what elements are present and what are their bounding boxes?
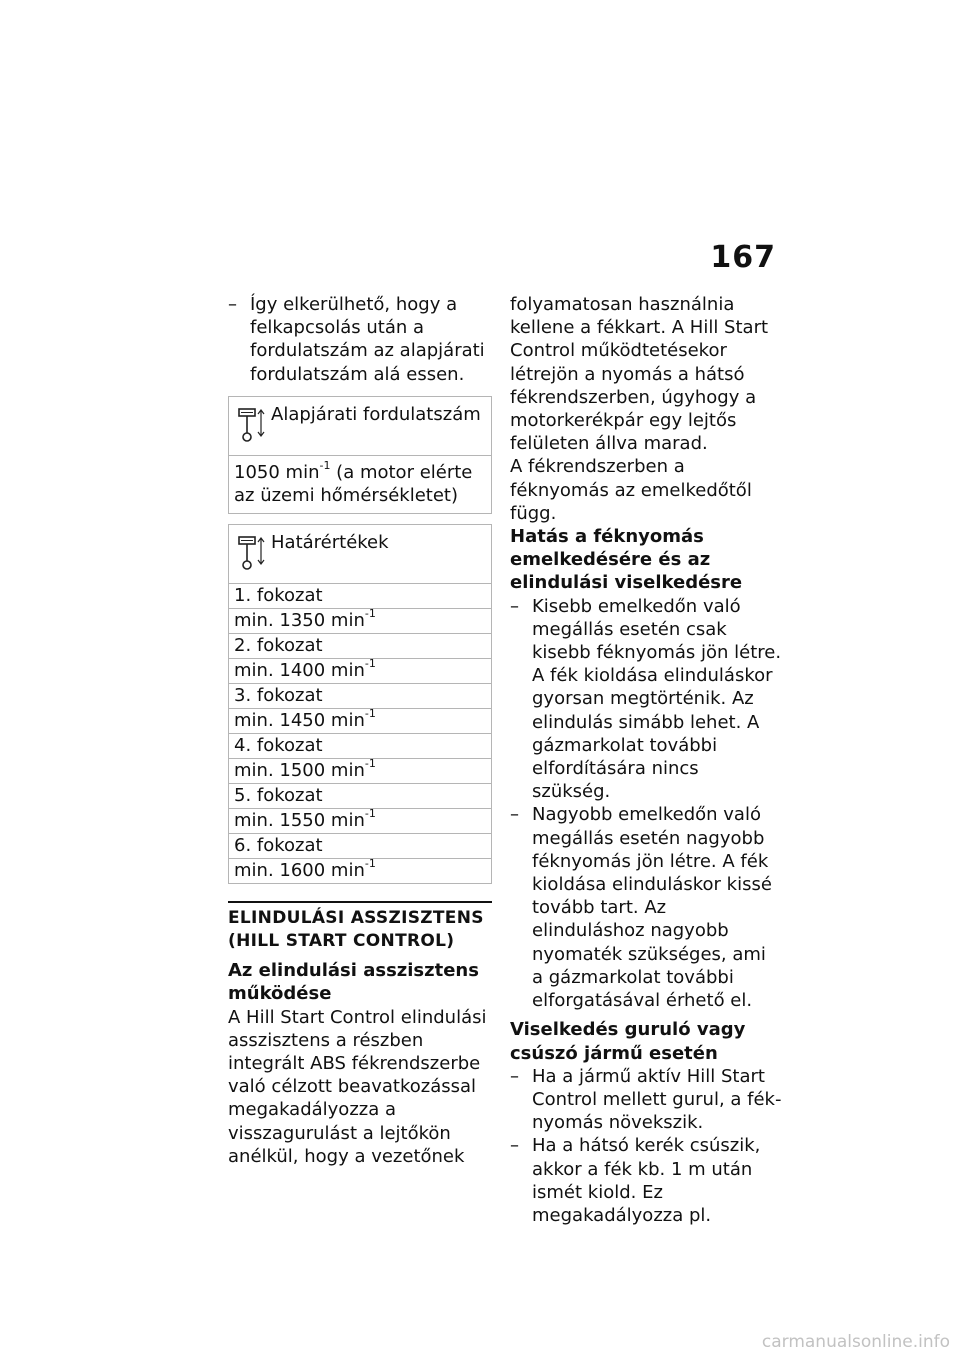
list-dash: – [510, 804, 519, 826]
unit-exponent: -1 [364, 657, 376, 671]
list-item-text: Ha a hátsó kerék csúszik, akkor a fék kb. 1 m után ismét kiold. Ez megakadályozza pl. [532, 1135, 761, 1226]
body-text: A Hill Start Control elindulási asszisztens a részben integrált ABS fékrendszerbe való célzott beavatkozással megakadályozza a visszagurulást a lejtőkön anélkül, hogy a vezetőnek [228, 1006, 487, 1167]
spec-row [229, 584, 491, 609]
list-item-text: Nagyobb emelkedőn való megállás esetén nagyobb féknyomás jön létre. A fék kioldása elinduláskor kissé tovább tart. Az elinduláshoz nagyobb nyomaték szükséges, ami a gázmarkolat további elforgatásával érhető el. [532, 804, 772, 1012]
spec-value-unit-exponent: -1 [319, 458, 331, 472]
bullet-list [510, 595, 782, 1013]
body-text: A fékrendszerben a féknyomás az emelkedőtől függ. [510, 456, 752, 524]
list-dash: – [510, 595, 519, 617]
engine-piston-icon [237, 405, 265, 451]
list-dash: – [510, 1135, 519, 1157]
spec-row [229, 684, 491, 709]
spec-rows [229, 584, 491, 884]
list-dash: – [228, 294, 237, 315]
spec-row-text: 6. fokozat [234, 835, 323, 857]
spec-row-text: min. 1550 min [234, 810, 365, 832]
subsection-title: Hatás a féknyomás emelkedésére és az elindulási viselkedésre [510, 526, 743, 594]
spec-row-text: min. 1350 min [234, 610, 365, 632]
spec-row [229, 659, 491, 684]
bullet-list [510, 1065, 782, 1227]
left-column [228, 293, 492, 1168]
spec-table-limits [228, 524, 492, 884]
unit-exponent: -1 [364, 607, 376, 621]
spec-label: Határértékek [271, 532, 389, 554]
spec-row [229, 709, 491, 734]
intro-text: Így elkerülhető, hogy a felkapcsolás után a fordulatszám az alapjárati fordulatszám alá essen. [250, 294, 485, 385]
intro-list-item [228, 293, 492, 386]
spec-row [229, 634, 491, 659]
spec-table-idle-speed [228, 396, 492, 514]
list-item [510, 595, 782, 804]
spec-row-text: 3. fokozat [234, 685, 323, 707]
spec-row [229, 784, 491, 809]
unit-exponent: -1 [364, 857, 376, 871]
spec-header [229, 525, 491, 584]
section-title: ELINDULÁSI ASSZISZTENS (HILL START CONTROL) [228, 908, 484, 952]
engine-piston-icon [237, 533, 265, 579]
unit-exponent: -1 [364, 707, 376, 721]
spec-row-text: 4. fokozat [234, 735, 323, 757]
unit-exponent: -1 [364, 757, 376, 771]
page-number: 167 [710, 240, 776, 275]
list-item [510, 803, 782, 1012]
watermark-footer: carmanualsonline.info [761, 1332, 950, 1352]
spec-row [229, 834, 491, 859]
list-item-text: Ha a jármű aktív Hill Start Control mellett gurul, a féknyomás növekszik. [532, 1065, 782, 1134]
list-dash: – [510, 1065, 519, 1087]
spec-row-text: min. 1400 min [234, 660, 365, 682]
list-item [510, 1065, 782, 1135]
list-item-text: Kisebb emelkedőn való megállás esetén csak kisebb féknyomás jön létre. A fék kioldása elinduláskor gyorsan megtörténik. Az elindulás simább lehet. A gázmarkolat további elfordítására nincs szükség. [532, 595, 782, 803]
spec-row [229, 759, 491, 784]
subsection-title: Viselkedés guruló vagy csúszó jármű esetén [510, 1019, 746, 1064]
spec-header [229, 397, 491, 456]
spec-row [229, 809, 491, 834]
spec-row-text: 1. fokozat [234, 585, 323, 607]
spec-value-main: 1050 min [234, 461, 320, 483]
spec-value-note: (a motor elérte az üzemi hőmérsékletet) [234, 461, 473, 507]
spec-row [229, 734, 491, 759]
section-divider [228, 901, 492, 953]
body-text: folyamatosan használnia kellene a fékkart. A Hill Start Control működtetésekor létrejön a nyomás a hátsó fékrendszerben, úgyhogy a motorkerékpár egy lejtős felületen állva marad. [510, 294, 769, 455]
subsection-title: Az elindulási asszisztens működése [228, 960, 479, 1005]
unit-exponent: -1 [364, 807, 376, 821]
spec-label: Alapjárati fordulatszám [271, 403, 481, 425]
spec-value [229, 456, 491, 514]
spec-row-text: 5. fokozat [234, 785, 323, 807]
spec-row-text: min. 1600 min [234, 860, 365, 882]
list-item [510, 1134, 782, 1227]
spec-row [229, 859, 491, 884]
spec-row-text: min. 1500 min [234, 760, 365, 782]
spec-row-text: min. 1450 min [234, 710, 365, 732]
spec-row [229, 609, 491, 634]
spec-row-text: 2. fokozat [234, 635, 323, 657]
right-column [510, 293, 782, 1227]
